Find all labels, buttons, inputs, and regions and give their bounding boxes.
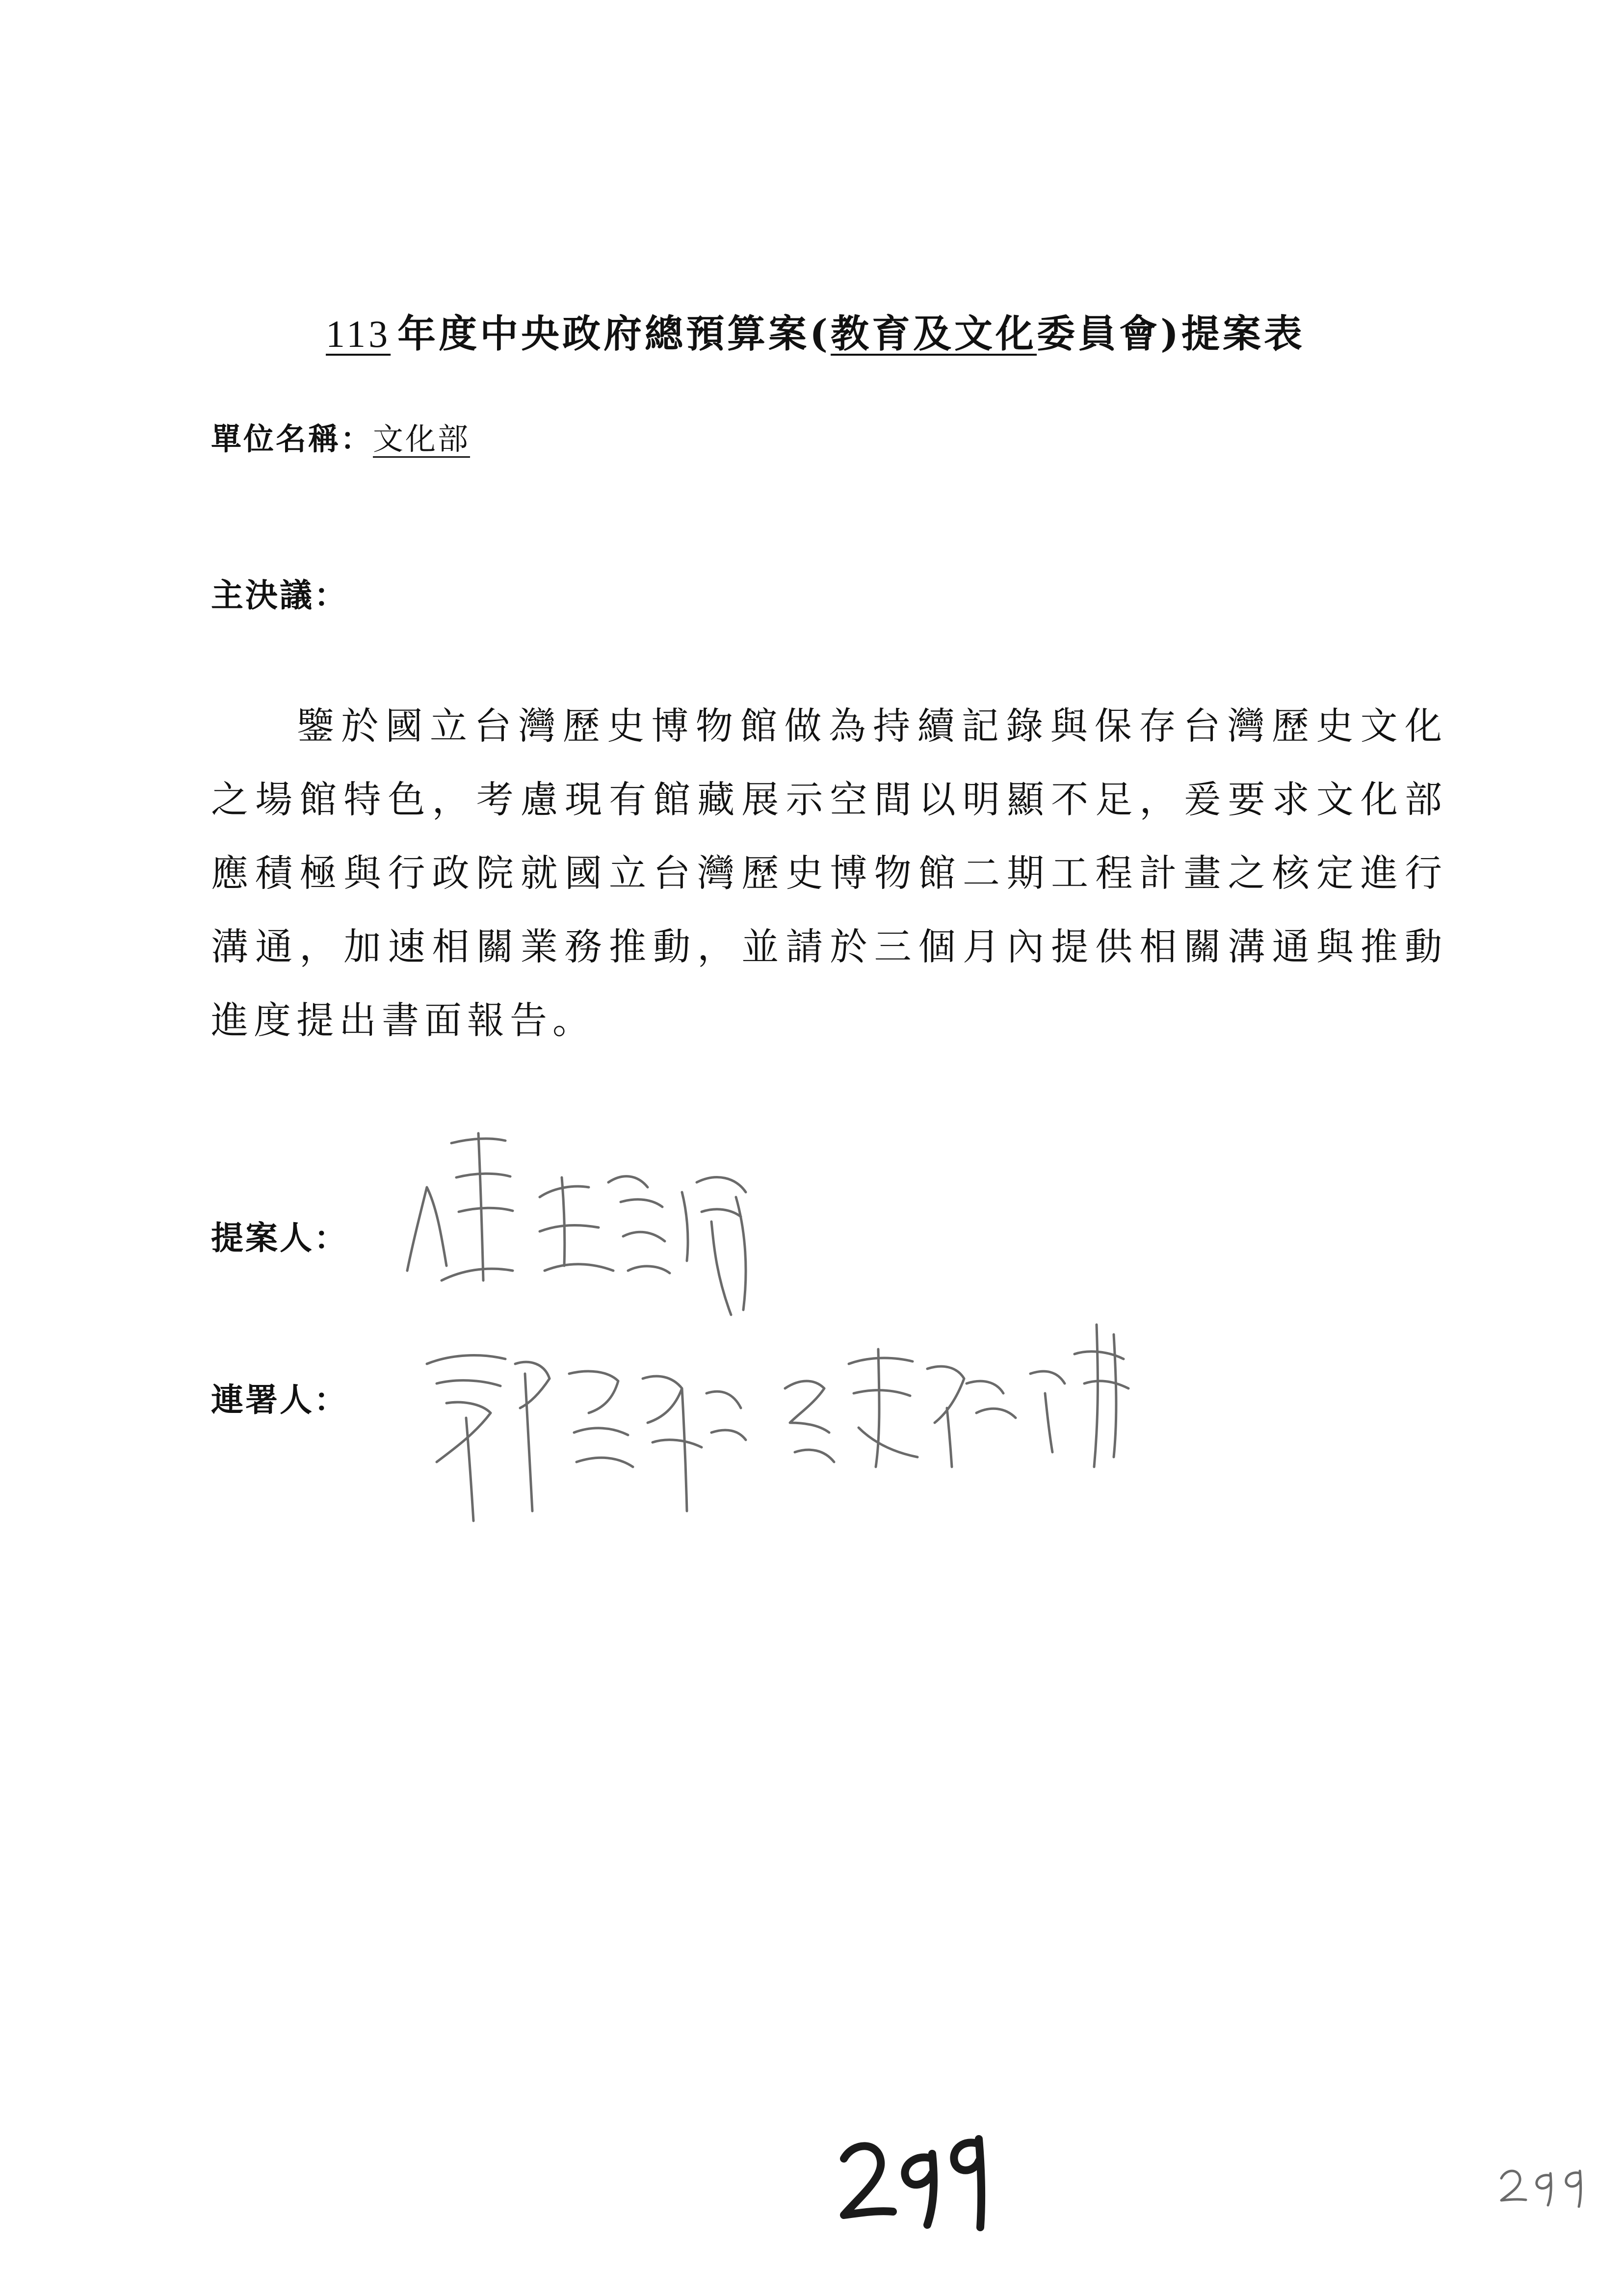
cosigner-signature-2: [770, 1305, 1143, 1501]
corner-page-number: [1496, 2159, 1595, 2208]
document-title: [0, 303, 1624, 358]
cosigner-signature-1: [407, 1334, 751, 1531]
proposer-label: 提案人：: [211, 1219, 348, 1257]
page-number-marker-strokes: [834, 2124, 991, 2237]
title-suffix: 委員會)提案表: [1037, 312, 1305, 356]
unit-label: 單位名稱：: [211, 421, 373, 457]
unit-value: 文化部: [373, 421, 471, 457]
resolution-label: 主決議：: [211, 576, 348, 614]
title-prefix: 年度中央政府總預算案(: [397, 312, 831, 356]
unit-row: [211, 415, 470, 458]
resolution-body: 鑒於國立台灣歷史博物館做為持續記錄與保存台灣歷史文化之場館特色，考慮現有館藏展示空間以明顯不足，爰要求文化部應積極與行政院就國立台灣歷史博物館二期工程計畫之核定進行溝通，加速相關業務推動，並請於三個月內提供相關溝通與推動進度提出書面報告。: [211, 704, 1447, 1042]
proposer-signature: [393, 1123, 775, 1330]
cosigner-label: 連署人：: [211, 1381, 348, 1419]
corner-page-number-strokes: [1496, 2159, 1595, 2208]
title-committee: 教育及文化: [831, 312, 1037, 356]
handwritten-page-number: [834, 2124, 991, 2237]
title-year: 113: [326, 313, 391, 355]
